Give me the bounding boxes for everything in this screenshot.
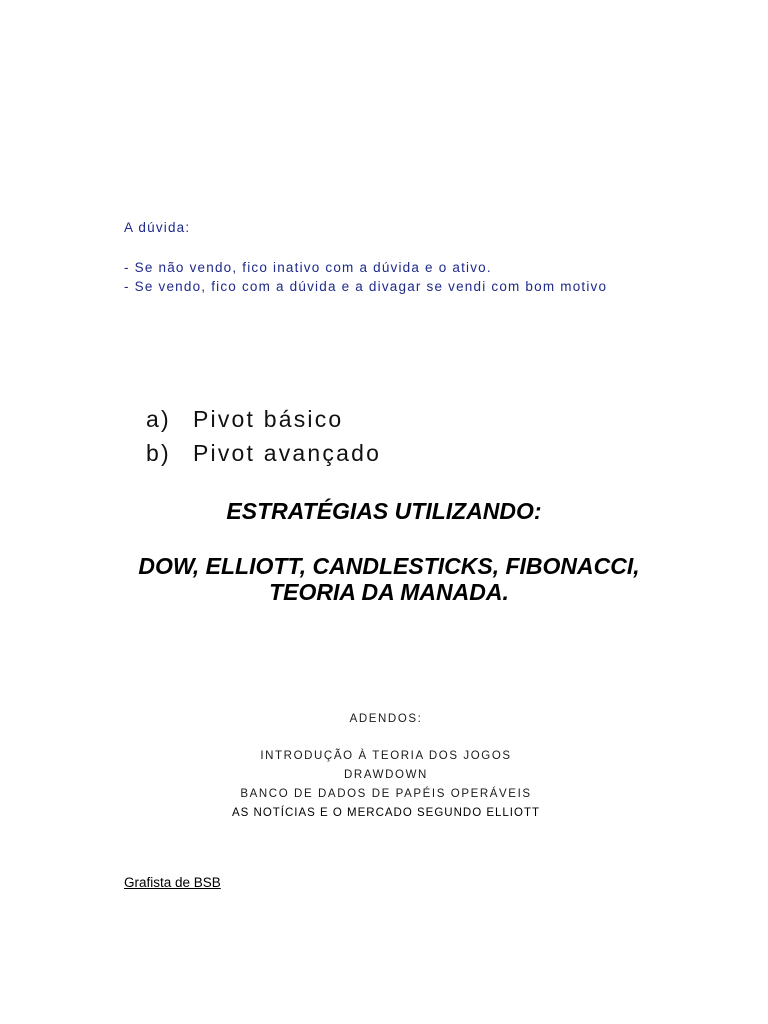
- pivot-item-basic: [146, 402, 381, 436]
- addenda-item-news-elliott: AS NOTÍCIAS E O MERCADO SEGUNDO ELLIOTT: [231, 807, 540, 819]
- doubt-heading: A dúvida:: [124, 220, 191, 235]
- pivot-label-advanced: Pivot avançado: [193, 440, 382, 466]
- addenda-section: [0, 713, 768, 823]
- addenda-item-database: BANCO DE DADOS DE PAPÉIS OPERÁVEIS: [240, 788, 532, 800]
- pivot-marker-b: b): [146, 440, 171, 466]
- doubt-line-2: - Se vendo, fico com a dúvida e a divagar se vendi com bom motivo: [124, 279, 608, 294]
- pivot-label-basic: Pivot básico: [193, 406, 344, 432]
- doubt-section: [124, 218, 607, 296]
- strategies-line-2: TEORIA DA MANADA.: [269, 579, 509, 605]
- addenda-item-drawdown: DRAWDOWN: [344, 769, 428, 781]
- addenda-title: ADENDOS:: [349, 713, 423, 725]
- addenda-item-game-theory: INTRODUÇÃO À TEORIA DOS JOGOS: [260, 750, 512, 762]
- author-signature: Grafista de BSB: [124, 875, 221, 890]
- pivot-list: [146, 402, 381, 470]
- strategies-line-1: DOW, ELLIOTT, CANDLESTICKS, FIBONACCI,: [138, 553, 640, 579]
- pivot-item-advanced: [146, 436, 381, 470]
- doubt-line-1: - Se não vendo, fico inativo com a dúvida e o ativo.: [124, 260, 492, 275]
- strategies-list: [0, 553, 768, 605]
- pivot-marker-a: a): [146, 406, 171, 432]
- strategies-heading: ESTRATÉGIAS UTILIZANDO:: [226, 498, 542, 524]
